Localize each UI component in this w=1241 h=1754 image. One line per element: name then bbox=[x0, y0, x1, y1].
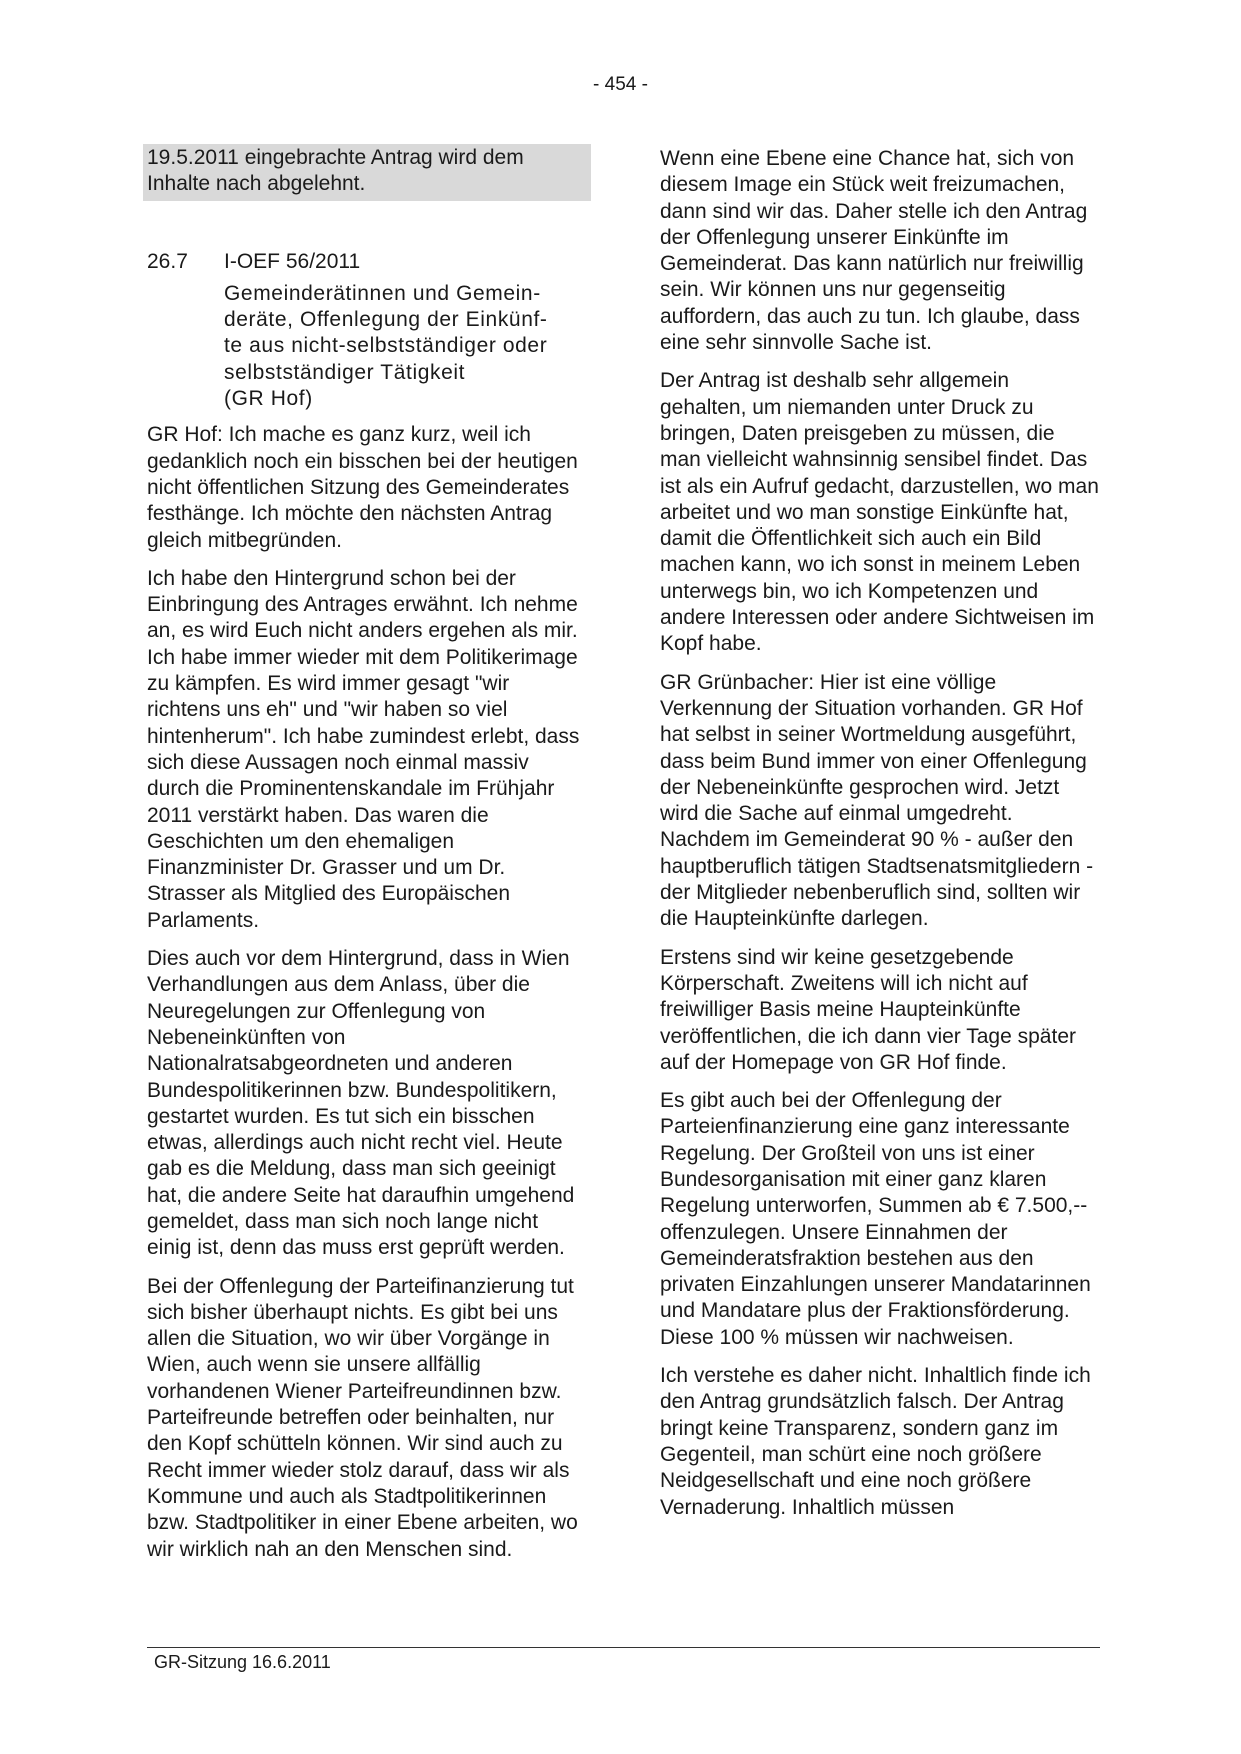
page-number: - 454 - bbox=[593, 74, 648, 95]
footer-divider bbox=[147, 1647, 1100, 1648]
right-column bbox=[660, 146, 1100, 1533]
paragraph: GR Grünbacher: Hier ist eine völlige Verkennung der Situation vorhanden. GR Hof hat selbst in seiner Wortmeldung ausgeführt, dass beim Bund immer von einer Offenlegung der Nebeneinkünfte gesprochen wird. Jetzt wird die Sache auf einmal umgedreht. Nachdem im Gemeinderat 90 % - außer den hauptberuflich tätigen Stadtsenatsmitgliedern - der Mitglieder nebenberuflich sind, sollten wir die Haupteinkünfte darlegen. bbox=[660, 670, 1094, 931]
agenda-item-title bbox=[224, 281, 587, 412]
paragraph: Dies auch vor dem Hintergrund, dass in Wien Verhandlungen aus dem Anlass, über die Neuregelungen zur Offenlegung von Nebeneinkünften von Nationalratsabgeordneten und anderen Bundespolitikerinnen bzw. Bundespolitikern, gestartet wurden. Es tut sich ein bisschen etwas, allerdings auch nicht recht viel. Heute gab es die Meldung, dass man sich geeinigt hat, die andere Seite hat daraufhin umgehend gemeldet, dass man sich noch lange nicht einig ist, denn das muss erst geprüft werden. bbox=[147, 947, 575, 1260]
agenda-item-title-line: Gemeinderätinnen und Gemein- bbox=[224, 281, 541, 305]
agenda-item-title-line: te aus nicht-selbstständiger oder bbox=[224, 334, 548, 358]
paragraph: GR Hof: Ich mache es ganz kurz, weil ich gedanklich noch ein bisschen bei der heutigen nicht öffentlichen Sitzung des Gemeinderates festhänge. Ich möchte den nächsten Antrag gleich mitbegründen. bbox=[147, 423, 578, 552]
paragraph: Ich habe den Hintergrund schon bei der Einbringung des Antrages erwähnt. Ich nehme an, es wird Euch nicht anders ergehen als mir. Ich habe immer wieder mit dem Politikerimage zu kämpfen. Es wird immer gesagt "wir richtens uns eh" und "wir haben so viel hintenherum". Ich habe zumindest erlebt, dass sich diese Aussagen noch einmal massiv durch die Prominentenskandale im Frühjahr 2011 verstärkt haben. Das waren die Geschichten um den ehemaligen Finanzminister Dr. Grasser und um Dr. Strasser als Mitglied des Europäischen Parlaments. bbox=[147, 566, 580, 932]
agenda-item-title-line: deräte, Offenlegung der Einkünf- bbox=[224, 308, 548, 332]
paragraph: Es gibt auch bei der Offenlegung der Parteienfinanzierung eine ganz interessante Regelung. Der Großteil von uns ist einer Bundesorganisation mit einer ganz klaren Regelung unterworfen, Summen ab € 7.500,-- offenzulegen. Unsere Einnahmen der Gemeinderatsfraktion bestehen aus den privaten Einzahlungen unserer Mandatarinnen und Mandatare plus der Fraktionsförderung. Diese 100 % müssen wir nachweisen. bbox=[660, 1089, 1091, 1349]
agenda-item-number: 26.7 bbox=[147, 249, 188, 273]
highlighted-resolution: 19.5.2011 eingebrachte Antrag wird dem Inhalte nach abgelehnt. bbox=[143, 144, 591, 201]
agenda-item-header bbox=[147, 249, 587, 275]
agenda-item-title-line: selbstständiger Tätigkeit bbox=[224, 360, 466, 384]
agenda-item-code: I-OEF 56/2011 bbox=[224, 249, 361, 273]
paragraph: Ich verstehe es daher nicht. Inhaltlich finde ich den Antrag grundsätzlich falsch. Der Antrag bringt keine Transparenz, sondern ganz im Gegenteil, man schürt eine noch größere Neidgesellschaft und eine noch größere Vernaderung. Inhaltlich müssen bbox=[660, 1364, 1091, 1519]
paragraph: Wenn eine Ebene eine Chance hat, sich von diesem Image ein Stück weit freizumachen, dann sind wir das. Daher stelle ich den Antrag der Offenlegung unserer Einkünfte im Gemeinderat. Das kann natürlich nur freiwillig sein. Wir können uns nur gegenseitig auffordern, das auch zu tun. Ich glaube, dass eine sehr sinnvolle Sache ist. bbox=[660, 147, 1088, 355]
footer-session-label: GR-Sitzung 16.6.2011 bbox=[154, 1652, 331, 1672]
paragraph: Bei der Offenlegung der Parteifinanzierung tut sich bisher überhaupt nichts. Es gibt bei uns allen die Situation, wo wir über Vorgänge in Wien, auch wenn sie unsere allfällig vorhandenen Wiener Parteifreundinnen bzw. Parteifreunde betreffen oder beinhalten, nur den Kopf schütteln können. Wir sind auch zu Recht immer wieder stolz darauf, dass wir als Kommune und auch als Stadtpolitikerinnen bzw. Stadtpolitiker in einer Ebene arbeiten, wo wir wirklich nah an den Menschen sind. bbox=[147, 1274, 578, 1561]
paragraph: Erstens sind wir keine gesetzgebende Körperschaft. Zweitens will ich nicht auf freiwilliger Basis meine Haupteinkünfte veröffentlichen, die ich dann vier Tage später auf der Homepage von GR Hof finde. bbox=[660, 945, 1076, 1074]
paragraph: Der Antrag ist deshalb sehr allgemein gehalten, um niemanden unter Druck zu bringen, Daten preisgeben zu müssen, die man vielleicht wahnsinnig sensibel findet. Das ist als ein Aufruf gedacht, darzustellen, wo man arbeitet und wo man sonstige Einkünfte hat, damit die Öffentlichkeit sich auch ein Bild machen kann, wo ich sonst in meinem Leben unterwegs bin, wo ich Kompetenzen und andere Interessen oder andere Sichtweisen im Kopf habe. bbox=[660, 369, 1099, 656]
agenda-item-title-line: (GR Hof) bbox=[224, 387, 313, 411]
left-column bbox=[147, 146, 587, 1575]
